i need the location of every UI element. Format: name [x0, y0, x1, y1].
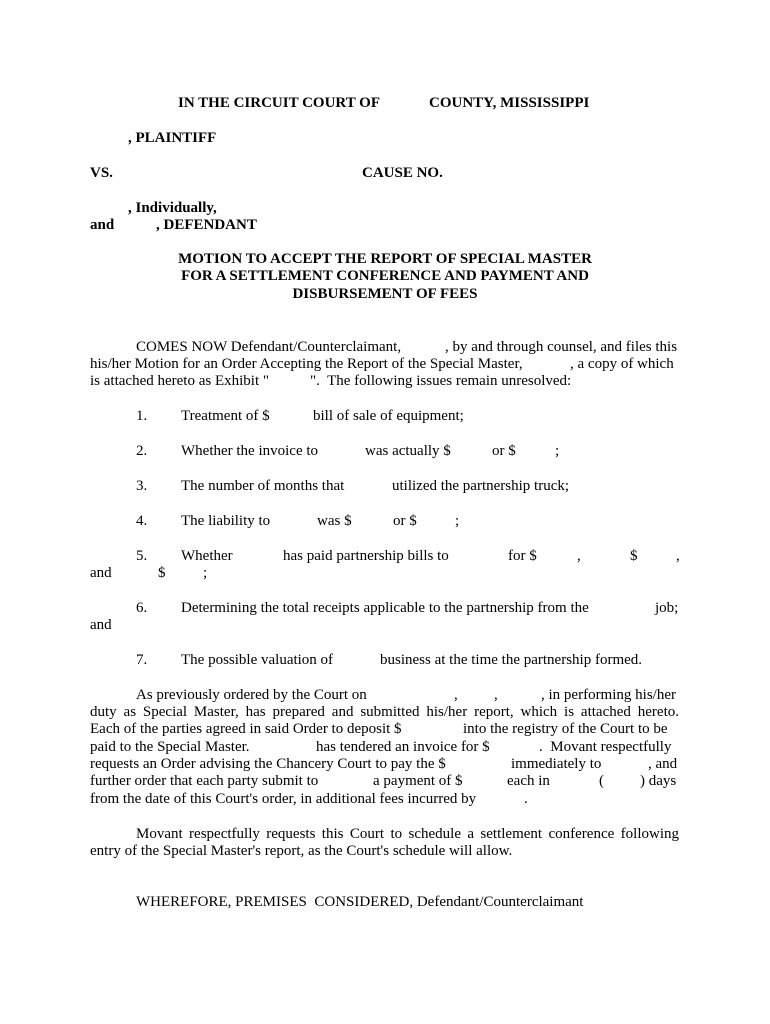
issue-4-text-a: The liability to — [181, 513, 271, 529]
intro-line-3a: is attached hereto as Exhibit " — [90, 373, 269, 389]
issue-2-text-c: or $ — [492, 443, 516, 459]
issue-3-text-b: utilized the partnership truck; — [392, 478, 570, 494]
para2-line-5a: requests an Order advising the Chancery Court to pay the $ — [90, 756, 446, 772]
and-label: and — [90, 217, 115, 233]
cause-number-label: CAUSE NO. — [362, 165, 443, 181]
versus-label: VS. — [90, 165, 113, 181]
para2-line-1a: As previously ordered by the Court on — [136, 687, 367, 703]
issue-3-text-a: The number of months that — [181, 478, 345, 494]
issue-4-text-d: ; — [455, 513, 460, 529]
individually-label: , Individually, — [128, 200, 217, 216]
para2-line-6c: each in — [507, 773, 550, 789]
issue-1-text-b: bill of sale of equipment; — [313, 408, 464, 424]
issue-5-text-i: ; — [203, 565, 208, 581]
issue-6-text-c: and — [90, 617, 112, 633]
intro-line-2a: his/her Motion for an Order Accepting the Report of the Special Master, — [90, 356, 523, 372]
issue-4-text-c: or $ — [393, 513, 417, 529]
intro-line-1a: COMES NOW Defendant/Counterclaimant, — [136, 339, 402, 355]
para3-line-2: entry of the Special Master's report, as the Court's schedule will allow. — [90, 843, 513, 859]
para2-line-2: duty as Special Master, has prepared and submitted his/her report, which is attached hereto. — [90, 704, 679, 720]
issue-number-5: 5. — [136, 548, 148, 564]
para3-line-1: Movant respectfully requests this Court to schedule a settlement conference following — [136, 826, 679, 842]
issue-2-text-a: Whether the invoice to — [181, 443, 319, 459]
intro-line-3b: ". The following issues remain unresolved: — [310, 373, 572, 389]
issue-5-text-a: Whether — [181, 548, 233, 564]
para2-line-6e: ) days — [640, 773, 677, 789]
wherefore-clause: WHEREFORE, PREMISES CONSIDERED, Defendant/Counterclaimant — [136, 894, 584, 910]
issue-5-text-b: has paid partnership bills to — [283, 548, 449, 564]
issue-number-7: 7. — [136, 652, 148, 668]
para2-line-3b: into the registry of the Court to be — [463, 721, 668, 737]
issue-5-text-d: , — [577, 548, 581, 564]
issue-number-6: 6. — [136, 600, 148, 616]
issue-5-text-h: $ — [158, 565, 166, 581]
issue-2-text-b: was actually $ — [365, 443, 451, 459]
para2-line-7b: . — [524, 791, 528, 807]
para2-line-4b: has tendered an invoice for $ — [316, 739, 490, 755]
motion-title-line-3: DISBURSEMENT OF FEES — [292, 286, 478, 302]
para2-line-6a: further order that each party submit to — [90, 773, 319, 789]
issue-6-text-a: Determining the total receipts applicable to the partnership from the — [181, 600, 589, 616]
issue-5-text-c: for $ — [508, 548, 537, 564]
issue-7-text-a: The possible valuation of — [181, 652, 334, 668]
para2-line-5b: immediately to — [511, 756, 602, 772]
issue-number-2: 2. — [136, 443, 148, 459]
para2-line-1c: , — [494, 687, 498, 703]
issue-7-text-b: business at the time the partnership formed. — [380, 652, 643, 668]
motion-title-line-1: MOTION TO ACCEPT THE REPORT OF SPECIAL MASTER — [178, 251, 592, 267]
court-heading-right: COUNTY, MISSISSIPPI — [429, 95, 590, 111]
issue-5-text-e: $ — [630, 548, 638, 564]
para2-line-6b: a payment of $ — [373, 773, 463, 789]
issue-number-4: 4. — [136, 513, 148, 529]
issue-5-text-g: and — [90, 565, 112, 581]
para2-line-5c: , and — [648, 756, 678, 772]
issue-2-text-d: ; — [555, 443, 560, 459]
para2-line-4c: . Movant respectfully — [539, 739, 672, 755]
issue-6-text-b: job; — [655, 600, 679, 616]
issue-number-3: 3. — [136, 478, 148, 494]
court-heading-left: IN THE CIRCUIT COURT OF — [178, 95, 381, 111]
para2-line-3a: Each of the parties agreed in said Order to deposit $ — [90, 721, 402, 737]
para2-line-7a: from the date of this Court's order, in additional fees incurred by — [90, 791, 477, 807]
issue-1-text-a: Treatment of $ — [181, 408, 270, 424]
para2-line-1d: , in performing his/her — [541, 687, 676, 703]
issue-number-1: 1. — [136, 408, 148, 424]
issue-5-text-f: , — [676, 548, 680, 564]
para2-line-4a: paid to the Special Master. — [90, 739, 250, 755]
para2-line-6d: ( — [599, 773, 604, 789]
defendant-label: , DEFENDANT — [156, 217, 257, 233]
plaintiff-label: , PLAINTIFF — [128, 130, 217, 146]
intro-line-1b: , by and through counsel, and files this — [445, 339, 678, 355]
motion-title-line-2: FOR A SETTLEMENT CONFERENCE AND PAYMENT AND — [181, 268, 589, 284]
issue-4-text-b: was $ — [317, 513, 352, 529]
para2-line-1b: , — [454, 687, 458, 703]
intro-line-2b: , a copy of which — [570, 356, 674, 372]
